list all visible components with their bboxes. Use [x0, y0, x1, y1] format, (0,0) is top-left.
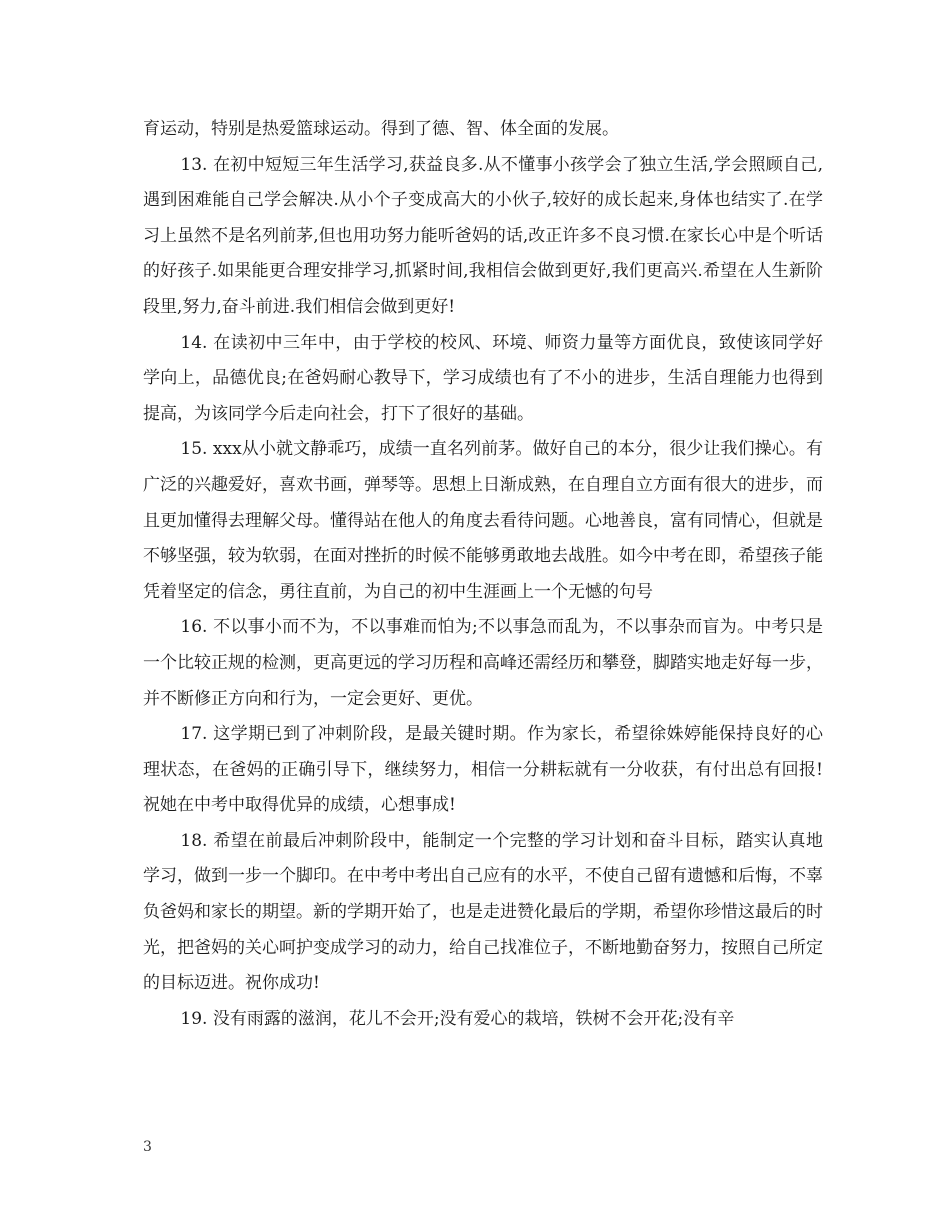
paragraph-item-13: 13. 在初中短短三年生活学习,获益良多.从不懂事小孩学会了独立生活,学会照顾自己,遇到困难能自己学会解决.从小个子变成高大的小伙子,较好的成长起来,身体也结实了.在学习上虽然不是名列前茅,但也用功努力能听爸妈的话,改正许多不良习惯.在家长心中是个听话的好孩子.如果能更合理安排学习,抓紧时间,我相信会做到更好,我们更高兴.希望在人生新阶段里,努力,奋斗前进.我们相信会做到更好! [143, 154, 823, 317]
page-number: 3 [143, 1139, 152, 1155]
document-body [143, 112, 823, 1037]
paragraph-continuation: 育运动，特别是热爱篮球运动。得到了德、智、体全面的发展。 [143, 119, 619, 139]
paragraph-item-17: 17. 这学期已到了冲刺阶段，是最关键时期。作为家长，希望徐姝婷能保持良好的心理状态，在爸妈的正确引导下，继续努力，相信一分耕耘就有一分收获，有付出总有回报!祝她在中考中取得优异的成绩，心想事成! [143, 724, 823, 816]
paragraph-item-19: 19. 没有雨露的滋润，花儿不会开;没有爱心的栽培，铁树不会开花;没有辛 [180, 1008, 735, 1029]
paragraph-item-16: 16. 不以事小而不为，不以事难而怕为;不以事急而乱为，不以事杂而盲为。中考只是一个比较正规的检测，更高更远的学习历程和高峰还需经历和攀登，脚踏实地走好每一步，并不断修正方向和行为，一定会更好、更优。 [143, 617, 823, 709]
paragraph-item-14: 14. 在读初中三年中，由于学校的校风、环境、师资力量等方面优良，致使该同学好学向上，品德优良;在爸妈耐心教导下，学习成绩也有了不小的进步，生活自理能力也得到提高，为该同学今后走向社会，打下了很好的基础。 [143, 332, 823, 424]
paragraph-item-18: 18. 希望在前最后冲刺阶段中，能制定一个完整的学习计划和奋斗目标，踏实认真地学习，做到一步一个脚印。在中考中考出自己应有的水平，不使自己留有遗憾和后悔，不辜负爸妈和家长的期望。新的学期开始了，也是走进赞化最后的学期，希望你珍惜这最后的时光，把爸妈的关心呵护变成学习的动力，给自己找准位子，不断地勤奋努力，按照自己所定的目标迈进。祝你成功! [143, 830, 823, 994]
paragraph-item-15: 15. xxx从小就文静乖巧，成绩一直名列前茅。做好自己的本分，很少让我们操心。有广泛的兴趣爱好，喜欢书画，弹琴等。思想上日渐成熟，在自理自立方面有很大的进步，而且更加懂得去理解父母。懂得站在他人的角度去看待问题。心地善良，富有同情心，但就是不够坚强，较为软弱，在面对挫折的时候不能够勇敢地去战胜。如今中考在即，希望孩子能凭着坚定的信念，勇往直前，为自己的初中生涯画上一个无憾的句号 [143, 439, 823, 602]
